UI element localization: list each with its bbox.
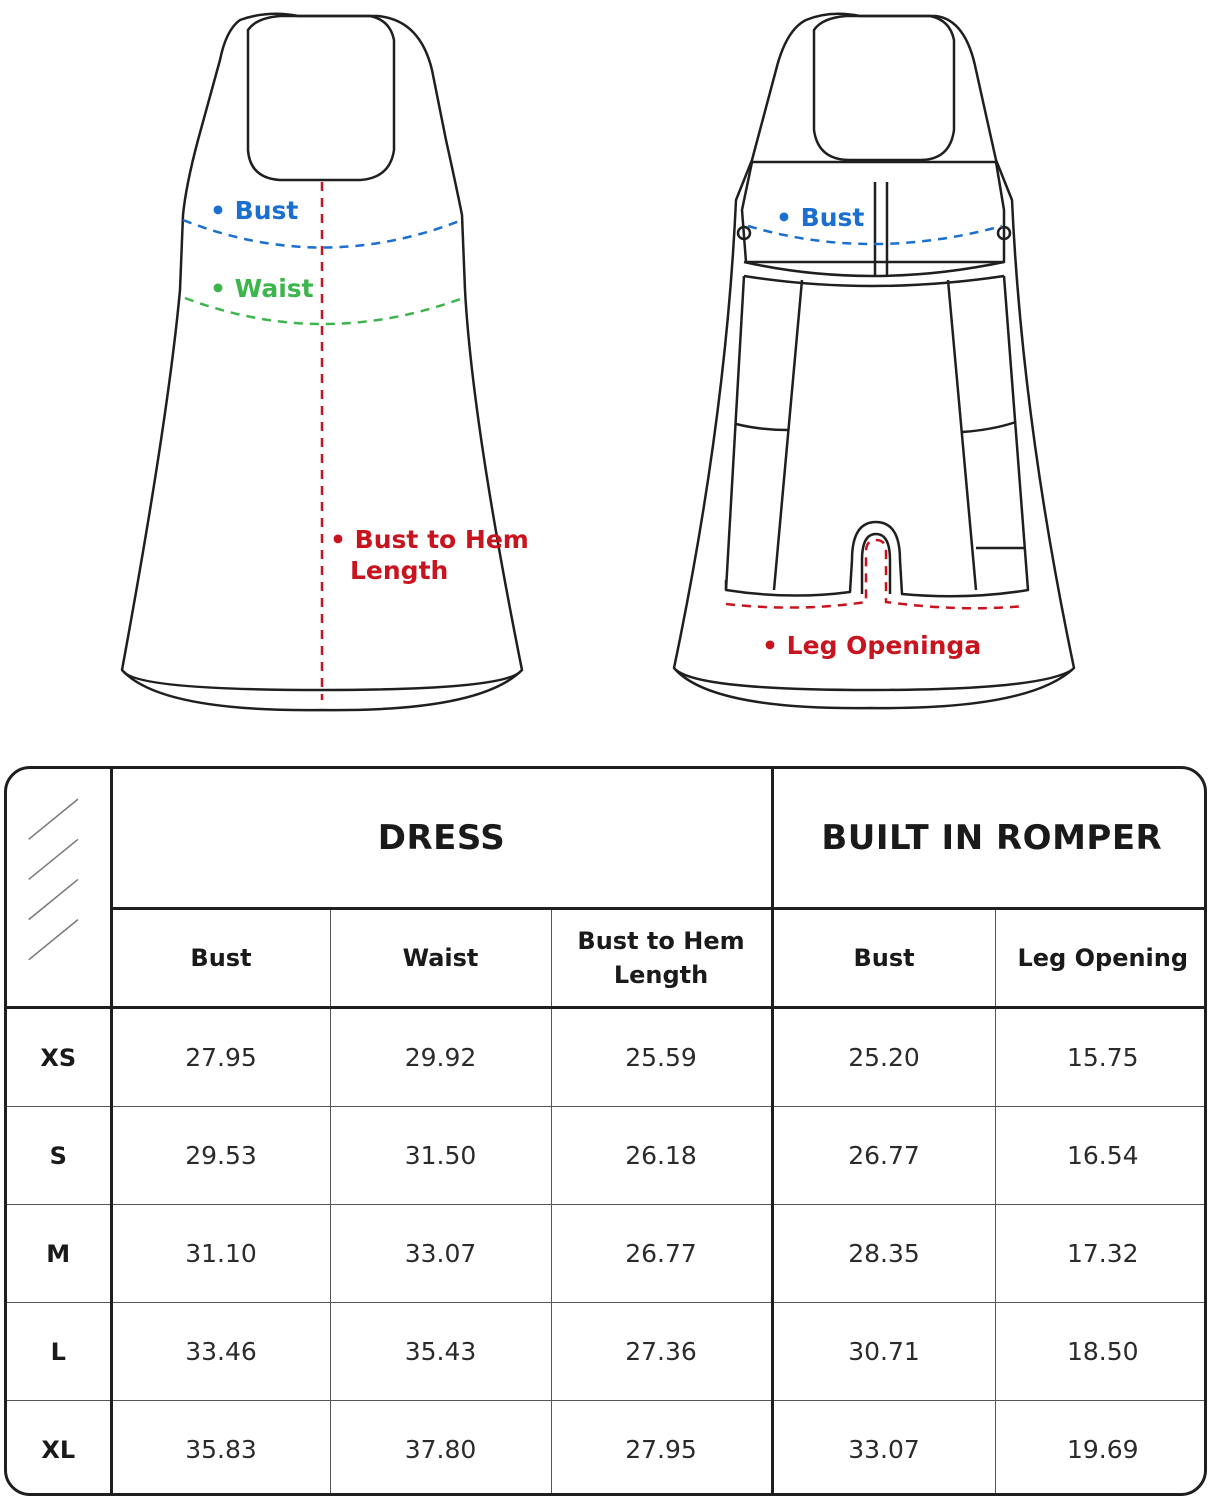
cell-dress-waist: 33.07 xyxy=(330,1205,551,1303)
cell-romper-leg: 17.32 xyxy=(995,1205,1207,1303)
col-header-romper-bust: Bust xyxy=(772,909,995,1008)
table-row xyxy=(7,1401,1207,1497)
cell-romper-leg: 19.69 xyxy=(995,1401,1207,1497)
col-header-dress-waist: Waist xyxy=(330,909,551,1008)
cell-dress-length: 27.36 xyxy=(551,1303,772,1401)
cell-romper-leg: 15.75 xyxy=(995,1008,1207,1107)
col-header-dress-length xyxy=(551,909,772,1008)
col-header-romper-leg: Leg Opening xyxy=(995,909,1207,1008)
table-row xyxy=(7,1205,1207,1303)
diagonal-hatch-icon xyxy=(7,769,110,1006)
cell-dress-bust: 31.10 xyxy=(111,1205,330,1303)
dress-length-label-line1: • Bust to Hem xyxy=(330,525,529,554)
table-row xyxy=(7,1008,1207,1107)
cell-dress-waist: 31.50 xyxy=(330,1107,551,1205)
dress-length-label-line2: Length xyxy=(350,556,449,585)
size-chart-table xyxy=(4,766,1207,1496)
cell-dress-bust: 29.53 xyxy=(111,1107,330,1205)
romper-leg-line xyxy=(726,540,1024,608)
cell-dress-length: 27.95 xyxy=(551,1401,772,1497)
cell-dress-bust: 33.46 xyxy=(111,1303,330,1401)
cell-romper-bust: 33.07 xyxy=(772,1401,995,1497)
size-label: S xyxy=(7,1107,111,1205)
cell-dress-bust: 35.83 xyxy=(111,1401,330,1497)
cell-dress-waist: 37.80 xyxy=(330,1401,551,1497)
dress-group-header: DRESS xyxy=(111,769,772,909)
cell-dress-length: 26.77 xyxy=(551,1205,772,1303)
cell-romper-leg: 18.50 xyxy=(995,1303,1207,1401)
cell-dress-length: 25.59 xyxy=(551,1008,772,1107)
table-row xyxy=(7,1107,1207,1205)
romper-group-header: BUILT IN ROMPER xyxy=(772,769,1207,909)
col-header-dress-bust: Bust xyxy=(111,909,330,1008)
size-label: XL xyxy=(7,1401,111,1497)
garment-illustration xyxy=(0,0,1211,740)
size-label: XS xyxy=(7,1008,111,1107)
cell-romper-bust: 26.77 xyxy=(772,1107,995,1205)
romper-leg-label: • Leg Openinga xyxy=(762,631,982,660)
cell-dress-bust: 27.95 xyxy=(111,1008,330,1107)
romper-bust-label: • Bust xyxy=(776,203,865,232)
size-label: L xyxy=(7,1303,111,1401)
dress-waist-label: • Waist xyxy=(210,274,314,303)
cell-dress-waist: 29.92 xyxy=(330,1008,551,1107)
cell-dress-length: 26.18 xyxy=(551,1107,772,1205)
cell-romper-leg: 16.54 xyxy=(995,1107,1207,1205)
col-header-dress-length-line1: Bust to Hem xyxy=(577,927,745,955)
dress-bust-label: • Bust xyxy=(210,196,299,225)
table-row xyxy=(7,1303,1207,1401)
cell-dress-waist: 35.43 xyxy=(330,1303,551,1401)
cell-romper-bust: 30.71 xyxy=(772,1303,995,1401)
size-label: M xyxy=(7,1205,111,1303)
table-corner xyxy=(7,769,111,1008)
cell-romper-bust: 25.20 xyxy=(772,1008,995,1107)
cell-romper-bust: 28.35 xyxy=(772,1205,995,1303)
col-header-dress-length-line2: Length xyxy=(613,961,709,989)
